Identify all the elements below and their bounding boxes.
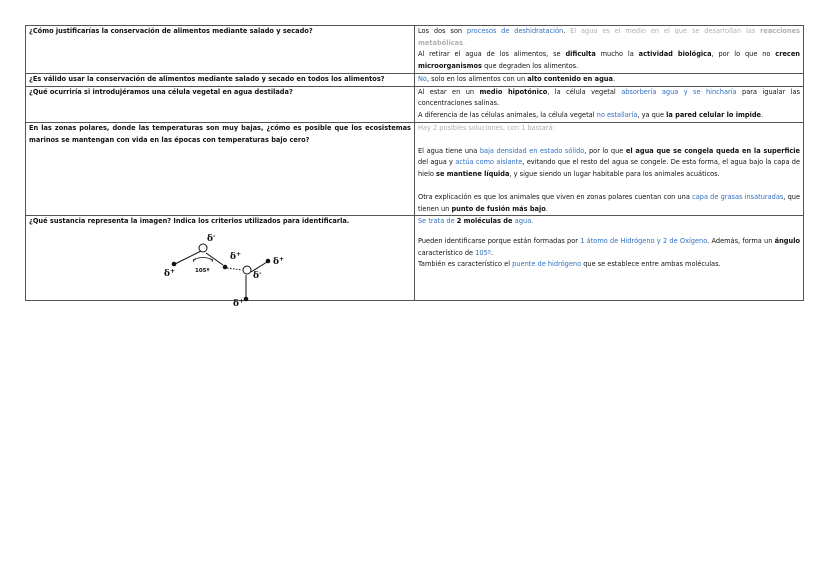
hydrogen-bond-line — [227, 268, 242, 270]
question-cell — [26, 86, 415, 122]
highlight-text: absorbería agua y se hincharía — [621, 87, 737, 96]
answer-text: También es característico el — [418, 260, 513, 269]
answer-paragraph — [418, 192, 800, 215]
question-cell — [26, 73, 415, 86]
answer-text: . — [612, 74, 616, 83]
question-cell — [26, 26, 415, 74]
answer-text: , por lo que — [584, 146, 626, 155]
answer-text: , la célula vegetal — [547, 87, 622, 96]
highlight-text: capa de grasas insaturadas — [692, 192, 784, 201]
answer-paragraph — [418, 110, 800, 122]
answer-paragraph — [418, 146, 800, 181]
water-molecule-figure — [29, 228, 411, 310]
answer-text: A diferencia de las células animales, la célula vegetal — [418, 111, 597, 120]
delta-minus-label: δ- — [207, 233, 216, 245]
answer-cell — [415, 26, 804, 74]
highlight-text: Se trata de — [418, 217, 457, 226]
bold-text: 2 moléculas de — [456, 217, 515, 226]
highlight-text: 1 átomo de Hidrógeno y 2 de Oxígeno — [580, 237, 708, 246]
highlight-text: agua — [514, 217, 532, 226]
answer-text: , evitando que el resto del agua se congele. De esta forma, el agua bajo la capa de hielo — [418, 158, 800, 179]
question-text: ¿Qué ocurriría si introdujéramos una célula vegetal en agua destilada? — [29, 87, 293, 96]
answer-text: , ya que — [637, 111, 667, 120]
arc-arrow-icon — [193, 260, 196, 262]
bold-text: se mantiene líquida — [436, 170, 510, 179]
bold-text: la pared celular lo impide — [666, 111, 762, 120]
table-row — [26, 73, 804, 86]
answer-paragraph — [418, 236, 800, 259]
faded-text: El agua es el medio en el que se desarrollan las — [570, 27, 761, 35]
highlight-text: . — [531, 217, 534, 226]
answer-intro: Hay 2 posibles soluciones, con 1 bastará: — [418, 123, 555, 132]
answer-cell — [415, 86, 804, 122]
bond-line — [206, 253, 223, 265]
answer-text: que degraden los alimentos. — [481, 62, 579, 71]
answer-text: , y sigue siendo un lugar habitable para los animales acuáticos. — [509, 170, 720, 179]
highlight-text: no estallaría — [596, 111, 638, 120]
answer-text: , solo en los alimentos con un — [426, 74, 528, 83]
answer-text: . — [563, 27, 571, 35]
highlight-text: 105º — [475, 248, 491, 257]
table-row — [26, 122, 804, 215]
answer-cell — [415, 73, 804, 86]
delta-minus-label: δ- — [253, 270, 262, 282]
answer-text: . — [545, 204, 548, 213]
qa-table — [25, 25, 804, 310]
highlight-text: No — [418, 74, 427, 83]
delta-plus-label: δ+ — [164, 268, 176, 280]
answer-cell — [415, 216, 804, 301]
hydrogen-atom — [223, 265, 228, 270]
bold-text: medio hipotónico — [479, 87, 548, 96]
answer-paragraph — [418, 87, 800, 110]
answer-text: que se establece entre ambas moléculas. — [581, 260, 721, 269]
answer-paragraph — [418, 74, 800, 86]
question-text: ¿Es válido usar la conservación de alimentos mediante salado y secado en todos los alimentos? — [29, 74, 385, 83]
answer-text: , por lo que no — [711, 50, 776, 59]
answer-paragraph — [418, 26, 800, 49]
bold-text: ángulo — [774, 237, 800, 246]
hydrogen-atom — [266, 259, 271, 264]
answer-paragraph — [418, 216, 800, 228]
answer-text: . — [490, 248, 493, 257]
table-row — [26, 26, 804, 74]
faded-text: reacciones metabólicas — [418, 27, 800, 47]
oxygen-atom — [199, 244, 207, 252]
question-text: ¿Qué sustancia representa la imagen? Indica los criterios utilizados para identificarla. — [29, 217, 350, 226]
answer-cell — [415, 122, 804, 215]
highlight-text: baja densidad en estado sólido — [479, 146, 585, 155]
faded-text: . — [463, 38, 466, 47]
bold-text: dificulta — [565, 50, 596, 59]
arc-arrow-icon — [211, 260, 214, 262]
answer-text: Pueden identificarse porque están formadas por — [418, 237, 581, 246]
question-text: En las zonas polares, donde las temperaturas son muy bajas, ¿cómo es posible que los ecosistemas marinos se mantengan con vida en las épocas con temperaturas bajo cero? — [29, 123, 411, 144]
question-cell — [26, 122, 415, 215]
question-text: ¿Cómo justificarías la conservación de alimentos mediante salado y secado? — [29, 27, 313, 35]
answer-text: mucho la — [595, 50, 639, 59]
hydrogen-atom — [244, 297, 249, 302]
answer-text: Al estar en un — [418, 87, 480, 96]
answer-text: , que tienen un — [418, 192, 800, 213]
answer-text: Otra explicación es que los animales que viven en zonas polares cuentan con una — [418, 192, 693, 201]
answer-text: Los dos son — [418, 27, 467, 35]
highlight-text: puente de hidrógeno — [512, 260, 582, 269]
answer-text: Al retirar el agua de los alimentos, se — [418, 50, 566, 59]
water-molecule-diagram — [159, 229, 299, 309]
answer-paragraph — [418, 49, 800, 72]
bold-text: actividad biológica — [638, 50, 712, 59]
oxygen-atom — [243, 266, 251, 274]
table-row — [26, 216, 804, 301]
angle-arc — [193, 258, 213, 261]
answer-text: para igualar las concentraciones salinas. — [418, 87, 801, 108]
answer-text: característico de — [418, 248, 476, 257]
bold-text: alto contenido en agua — [527, 74, 613, 83]
bold-text: el agua que se congela queda en la superficie — [625, 146, 801, 155]
answer-text: del agua y — [418, 158, 456, 167]
delta-plus-label: δ+ — [233, 298, 245, 310]
question-cell — [26, 216, 415, 310]
answer-text: . Además, forma un — [707, 237, 775, 246]
bold-text: crecen microorganismos — [418, 50, 800, 71]
answer-paragraph — [418, 259, 800, 271]
delta-plus-label: δ+ — [273, 256, 285, 268]
hydrogen-atom — [172, 262, 177, 267]
highlight-text: actúa como aislante — [455, 158, 523, 167]
highlight-text: procesos de deshidratación — [466, 27, 564, 35]
answer-text: . — [761, 111, 764, 120]
table-row — [26, 86, 804, 122]
angle-label: 105º — [195, 268, 210, 275]
bond-line — [175, 251, 201, 264]
bold-text: punto de fusión más bajo — [451, 204, 546, 213]
answer-text: El agua tiene una — [418, 146, 480, 155]
delta-plus-label: δ+ — [230, 251, 242, 263]
